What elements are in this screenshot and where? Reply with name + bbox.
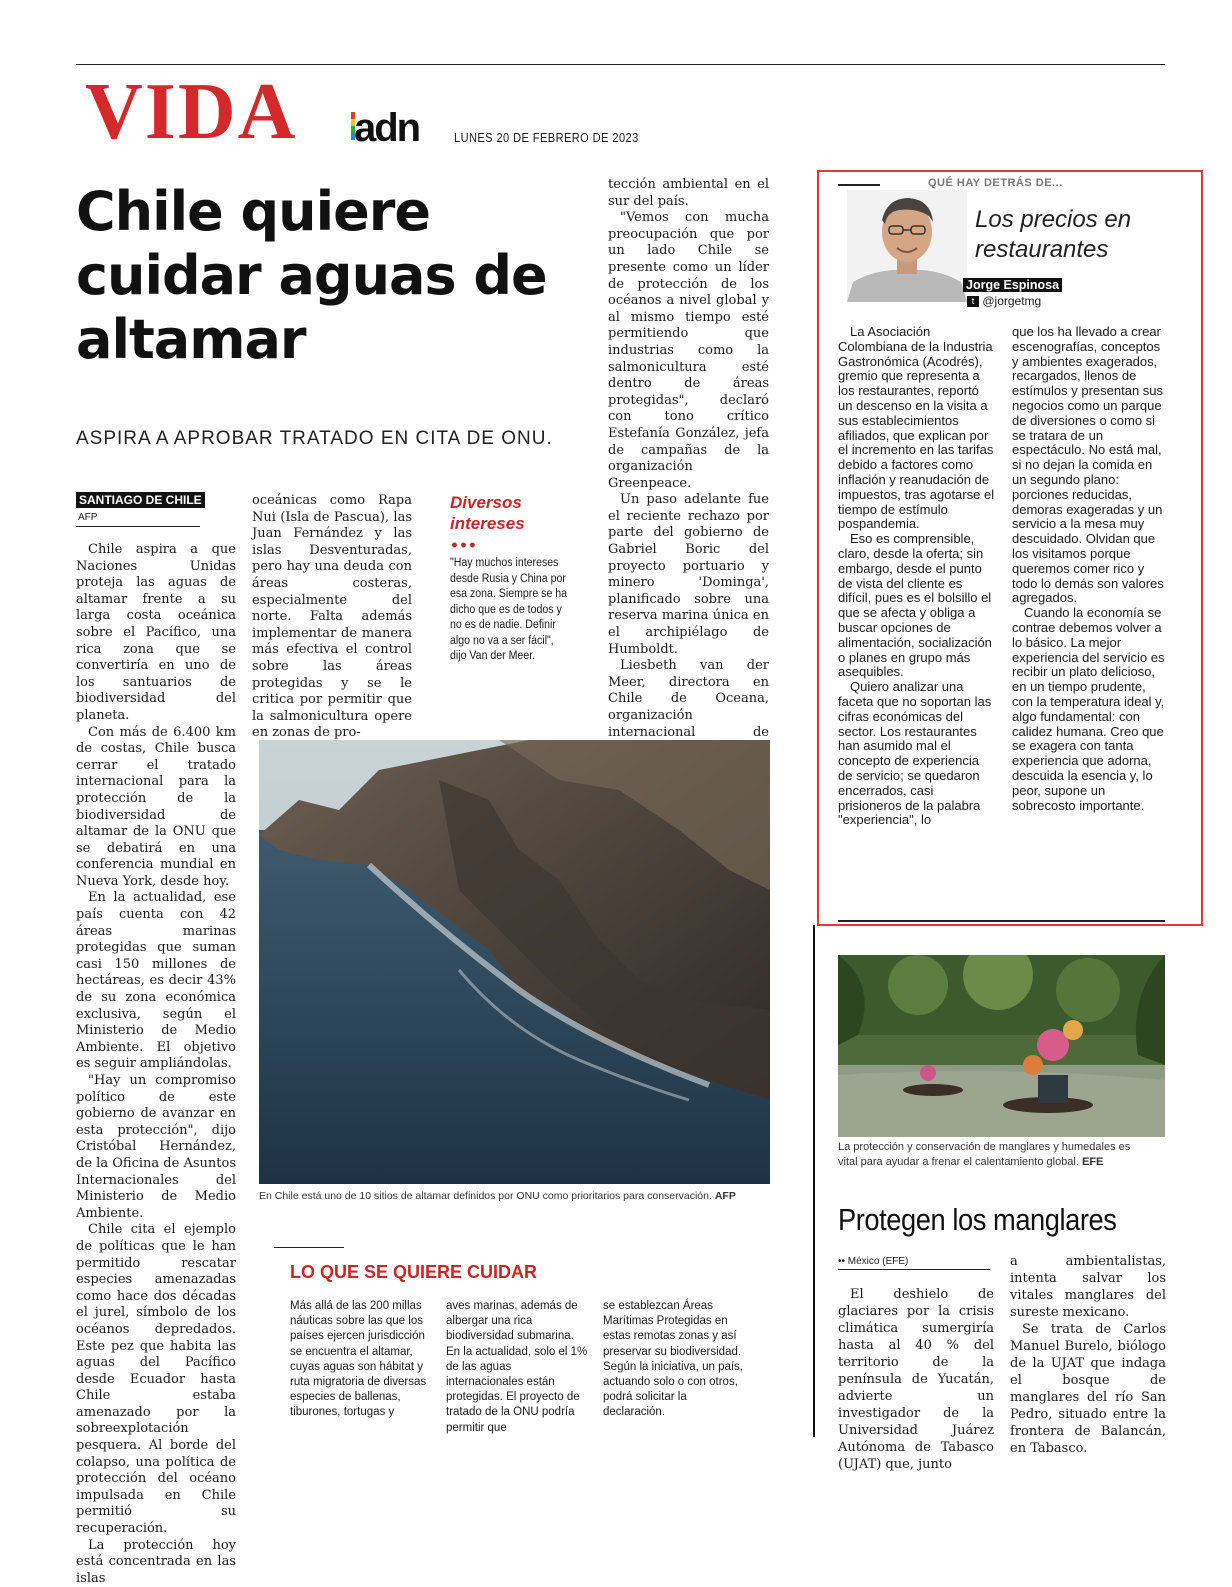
caption-text: En Chile está uno de 10 sitios de altamar definidos por ONU como prioritarios para conservación.: [259, 1190, 712, 1202]
caption-credit: AFP: [714, 1190, 736, 1202]
paragraph: La protección hoy está concentrada en las islas: [76, 1537, 236, 1586]
caption-text: La protección y conservación de manglares y humedales es vital para ayudar a frenar el calentamiento global.: [838, 1141, 1131, 1168]
paragraph: oceánicas como Rapa Nui (Isla de Pascua), las Juan Fernández y las islas Desventuradas, pero hay una deuda con áreas costeras, especialmente del norte. Falta además implementar de manera más efectiva el control sobre las áreas protegidas y se le critica por permitir que la salmonicultura opere en zonas de pro-: [252, 493, 412, 741]
paragraph: Chile cita el ejemplo de políticas que le han permitido rescatar especies amenazadas como hace dos décadas el jurel, símbolo de los océanos depredados. Este pez que habita las aguas del Pacífico desde Ecuador hasta Chile estaba amenazado por la sobreexplotación pesquera. Al borde del colapso, una política de protección del océano impulsada en Chile permitió su recuperación.: [76, 1222, 236, 1537]
photo-caption: [259, 1190, 736, 1202]
paragraph: Liesbeth van der Meer, directora en Chile de Oceana, organización internacional de: [608, 658, 769, 740]
paragraph: Cuando la economía se contrae debemos volver a lo básico. La mejor experiencia del servicio es recibir un plato delicioso, en un tiempo prudente, con la temperatura ideal y, algo fundamental: con calidez humana. Creo que se exagera con tanta experiencia que adorna, descuida la esencia y, lo peor, supone un sobrecosto importante.: [1012, 605, 1165, 813]
issue-date: LUNES 20 DE FEBRERO DE 2023: [454, 130, 639, 145]
mangrove-column-2: [1010, 1253, 1166, 1457]
box-column-2: aves marinas, además de albergar una rica biodiversidad submarina. En la actualidad, solo el 1% de las aguas internacionales están protegidas. El proyecto de tratado de la ONU podría permitir que: [446, 1300, 588, 1434]
paragraph: que los ha llevado a crear escenografías, conceptos y ambientes exagerados, recargados, llenos de estímulos y presentan sus negocios como un parque de diversiones o como si se tratara de un espectáculo. No está mal, si no dejan la comida en un segundo plano: porciones reducidas, demoras exageradas y un servicio a la mesa muy descuidado. Olvidan que los visitamos porque queremos comer rico y todo lo demás son valores agregados.: [1012, 324, 1164, 606]
paragraph: "Hay un compromiso político de este gobierno de avanzar en esta protección", dijo Cristóbal Hernández, de la Oficina de Asuntos Internacionales del Ministerio de Medio Ambiente.: [76, 1073, 236, 1221]
column-divider: [813, 925, 815, 1437]
section-title: VIDA: [85, 68, 298, 156]
sidebar-quote: "Hay muchos intereses desde Rusia y China por esa zona. Siempre se ha dicho que es de todos y no es de nadie. Definir algo no va a ser fácil", dijo Van der Meer.: [450, 557, 568, 662]
sidebar-title: Diversos intereses: [450, 493, 525, 533]
paragraph: "Vemos con mucha preocupación que por un lado Chile se presente como un líder de protección de los océanos a nivel global y al mismo tiempo esté permitiendo que industrias como la salmonicultura esté dentro de áreas protegidas", declaró con tono crítico Estefanía González, jefa de campañas de la organización Greenpeace.: [608, 210, 769, 491]
author-handle: [967, 294, 1041, 308]
mangrove-photo: [838, 955, 1165, 1137]
handle-text: @jorgetmg: [982, 294, 1042, 308]
headline: Chile quiere cuidar aguas de altamar: [76, 180, 547, 371]
paragraph: En la actualidad, ese país cuenta con 42 áreas marinas protegidas que suman casi 150 millones de hectáreas, es decir 43% de su zona económica exclusiva, según el Ministerio de Medio Ambiente. El objetivo es seguir ampliándolas.: [76, 890, 236, 1072]
opinion-title: Los precios en restaurantes: [975, 206, 1132, 263]
twitter-icon: t: [967, 296, 979, 307]
box-rule: [274, 1247, 344, 1248]
article-column-3: [608, 177, 769, 808]
mangrove-dateline: •• México (EFE): [838, 1256, 909, 1267]
mangrove-caption: [838, 1140, 1148, 1170]
article-column-1: [76, 542, 236, 1587]
paragraph: Quiero analizar una faceta que no soportan las cifras económicas del sector. Los restaurantes han asumido mal el concepto de experiencia de servicio; se quedaron encerrados, casi prisioneros de la palabra "experiencia", lo: [838, 679, 992, 828]
opinion-bottom-rule: [838, 920, 1165, 922]
kicker-rule: [838, 184, 880, 186]
paragraph: La Asociación Colombiana de la Industria Gastronómica (Acodrés), gremio que representa a los restaurantes, reportó un descenso en la visita a sus establecimientos afiliados, que explican por el incremento en las tarifas debido a factores como inflación y reanudación de impuestos, tras agotarse el tiempo de estímulo pospandemia.: [838, 324, 995, 532]
agency-credit: AFP: [78, 512, 98, 523]
dateline-rule: [76, 526, 200, 527]
box-column-3: se establezcan Áreas Marítimas Protegidas en estas remotas zonas y así preservar su biodiversidad. Según la iniciativa, un país, actuando solo o con otros, podrá solicitar la declaración.: [603, 1300, 744, 1419]
opinion-kicker: QUÉ HAY DETRÁS DE...: [928, 177, 1063, 189]
caption-credit: EFE: [1081, 1156, 1104, 1168]
brand-logo: adn: [354, 106, 420, 150]
sidebar-dots: •••: [450, 538, 477, 554]
author-photo: [847, 190, 967, 302]
mangrove-column-1: [838, 1286, 994, 1473]
paragraph: El deshielo de glaciares por la crisis climática sumergiría hasta al 40 % del territorio de la península de Yucatán, advierte un investigador de la Universidad Juárez Autónoma de Tabasco (UJAT) que, junto: [838, 1287, 994, 1472]
paragraph: a ambientalistas, intenta salvar los vitales manglares del sureste mexicano.: [1010, 1254, 1166, 1320]
paragraph: Se trata de Carlos Manuel Burelo, biólogo de la UJAT que indaga el bosque de manglares del río San Pedro, situado entre la frontera de Balancán, en Tabasco.: [1010, 1322, 1166, 1456]
coastline-photo: [259, 740, 770, 1184]
mangrove-headline: Protegen los manglares: [838, 1202, 1117, 1237]
box-title: LO QUE SE QUIERE CUIDAR: [290, 1262, 538, 1282]
box-column-1: Más allá de las 200 millas náuticas sobre las que los países ejercen jurisdicción se encuentra el altamar, cuyas aguas son hábitat y ruta migratoria de diversas especies de ballenas, tiburones, tortugas y: [290, 1300, 427, 1419]
opinion-column-1: [838, 325, 996, 828]
subhead: ASPIRA A APROBAR TRATADO EN CITA DE ONU.: [76, 428, 553, 449]
opinion-column-2: [1012, 325, 1168, 813]
paragraph: Un paso adelante fue el reciente rechazo por parte del gobierno de Gabriel Boric del proyecto portuario y minero 'Dominga', planificado sobre una reserva marina única en el archipiélago de Humboldt.: [608, 492, 769, 657]
top-rule: [76, 64, 1165, 65]
dateline: SANTIAGO DE CHILE: [76, 492, 205, 508]
mangrove-dateline-rule: [838, 1269, 990, 1270]
paragraph: Con más de 6.400 km de costas, Chile busca cerrar el tratado internacional para la protección de la biodiversidad de altamar de la ONU que se debatirá en una conferencia mundial en Nueva York, desde hoy.: [76, 724, 236, 889]
article-column-2: [252, 493, 412, 742]
paragraph: Chile aspira a que Naciones Unidas proteja las aguas de altamar frente a su larga costa oceánica sobre el Pacífico, una rica zona que se convertiría en uno de los santuarios de biodiversidad del planeta.: [76, 542, 236, 723]
author-name: Jorge Espinosa: [963, 278, 1062, 292]
paragraph: Eso es comprensible, claro, desde la oferta; sin embargo, desde el punto de vista del cliente es difícil, pues es el bolsillo el que se afecta y obliga a buscar opciones de alimentación, socialización o planes en grupo más asequibles.: [838, 531, 992, 680]
paragraph: tección ambiental en el sur del país.: [608, 177, 769, 209]
